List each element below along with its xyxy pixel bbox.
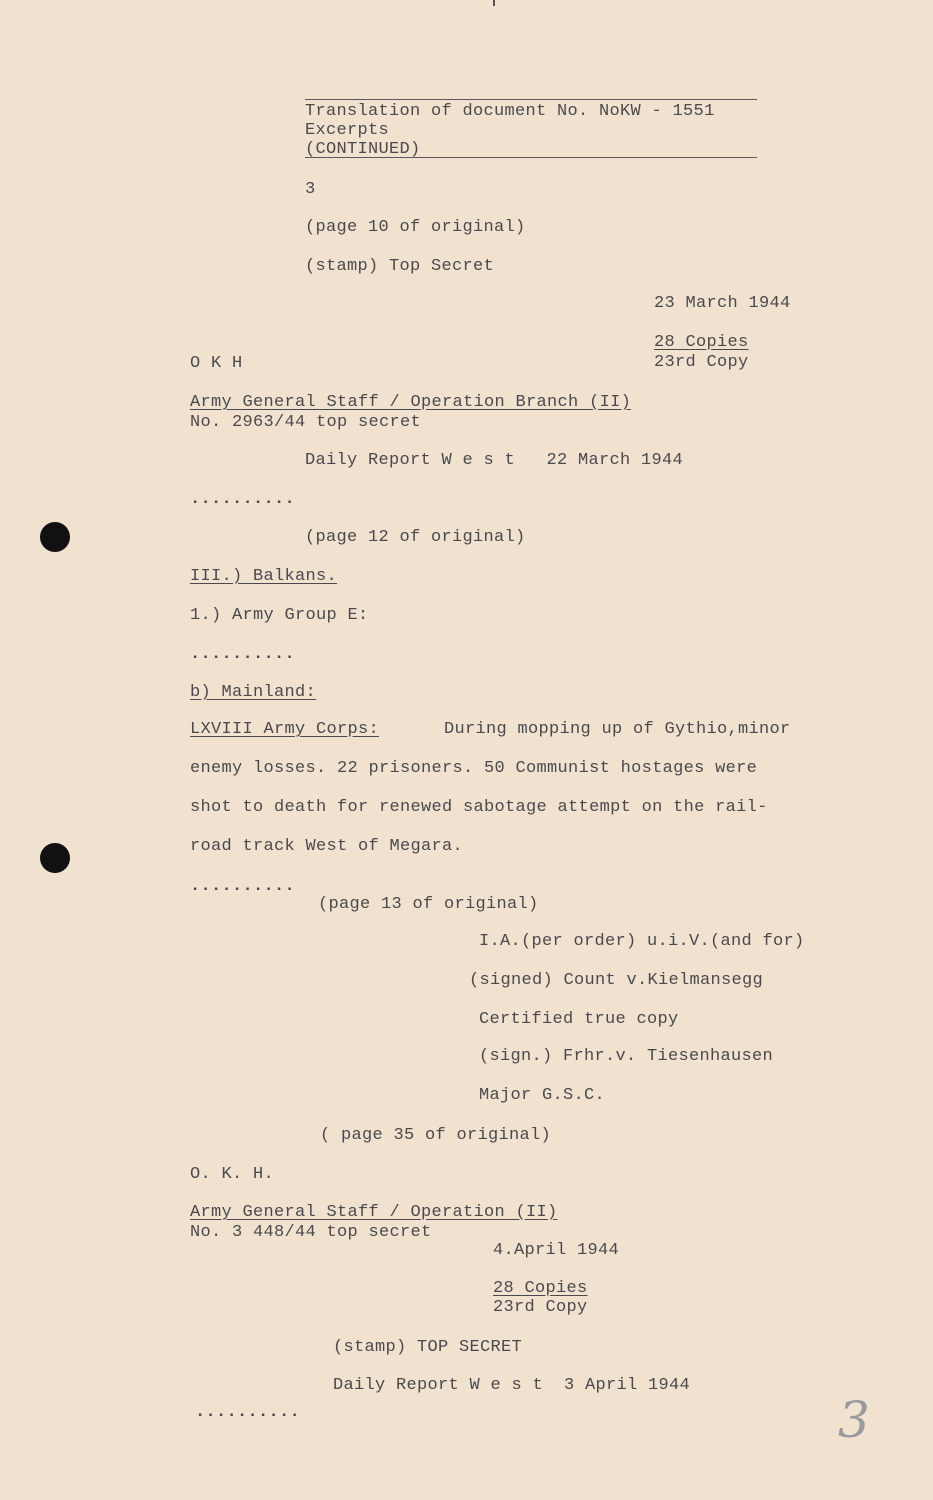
daily-report-title: Daily Report W e s t 3 April 1944 xyxy=(333,1376,691,1395)
punch-hole xyxy=(40,843,70,873)
staff-heading: Army General Staff / Operation Branch (II) xyxy=(190,393,632,412)
ellipsis-separator: .......... xyxy=(190,645,296,664)
body-line: During mopping up of Gythio,minor xyxy=(444,720,791,739)
copies-count: 28 Copies xyxy=(654,333,749,352)
header-top-rule xyxy=(305,99,757,100)
report-date: 4.April 1944 xyxy=(493,1241,620,1260)
army-group-heading: 1.) Army Group E: xyxy=(190,606,369,625)
top-edge-mark xyxy=(493,0,495,6)
header-translation-line: Translation of document No. NoKW - 1551 xyxy=(305,102,715,121)
report-date: 23 March 1944 xyxy=(654,294,791,313)
subsection-heading: b) Mainland: xyxy=(190,683,317,702)
staff-heading: Army General Staff / Operation (II) xyxy=(190,1203,558,1222)
copy-number: 23rd Copy xyxy=(654,353,749,372)
sheet-number: 3 xyxy=(305,180,316,199)
body-line: shot to death for renewed sabotage attempt on the rail- xyxy=(190,798,768,817)
copies-count: 28 Copies xyxy=(493,1279,588,1298)
page-reference: (page 10 of original) xyxy=(305,218,526,237)
copy-number: 23rd Copy xyxy=(493,1298,588,1317)
corps-heading: LXVIII Army Corps: xyxy=(190,720,380,739)
document-number: No. 2963/44 top secret xyxy=(190,413,422,432)
section-heading: III.) Balkans. xyxy=(190,567,338,586)
signature-line: (signed) Count v.Kielmansegg xyxy=(469,971,764,990)
okh-heading: O. K. H. xyxy=(190,1165,275,1184)
ellipsis-separator: .......... xyxy=(190,490,296,509)
handwritten-page-number: 3 xyxy=(838,1391,870,1449)
signature-line: Major G.S.C. xyxy=(479,1086,606,1105)
document-number: No. 3 448/44 top secret xyxy=(190,1223,432,1242)
header-excerpts: Excerpts xyxy=(305,121,390,140)
page-reference: ( page 35 of original) xyxy=(320,1126,552,1145)
body-line: enemy losses. 22 prisoners. 50 Communist hostages were xyxy=(190,759,758,778)
header-continued: (CONTINUED) xyxy=(305,140,421,159)
page-reference: (page 13 of original) xyxy=(318,895,539,914)
daily-report-title: Daily Report W e s t 22 March 1944 xyxy=(305,451,684,470)
punch-hole xyxy=(40,522,70,552)
okh-heading: O K H xyxy=(190,354,243,373)
page-reference: (page 12 of original) xyxy=(305,528,526,547)
stamp-text: (stamp) Top Secret xyxy=(305,257,495,276)
body-line: road track West of Megara. xyxy=(190,837,464,856)
signature-line: I.A.(per order) u.i.V.(and for) xyxy=(479,932,805,951)
signature-line: Certified true copy xyxy=(479,1010,679,1029)
signature-line: (sign.) Frhr.v. Tiesenhausen xyxy=(479,1047,774,1066)
ellipsis-separator: .......... xyxy=(190,877,296,896)
header-bottom-rule xyxy=(305,157,757,158)
stamp-text: (stamp) TOP SECRET xyxy=(333,1338,523,1357)
ellipsis-separator: .......... xyxy=(195,1403,301,1422)
